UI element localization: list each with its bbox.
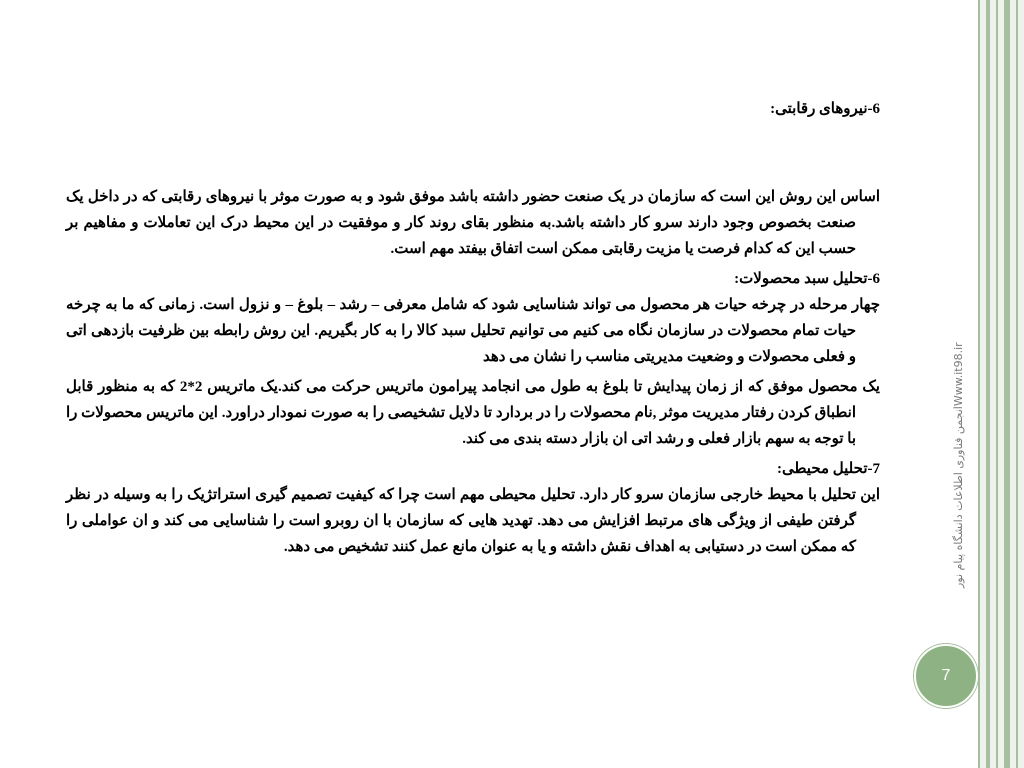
section-heading-portfolio-analysis: 6-تحلیل سبد محصولات: (734, 271, 880, 287)
side-caption: Www.it98.irانجمن فناوری اطلاعات دانشگاه پیام نور (952, 342, 965, 588)
paragraph-product-matrix: یک محصول موفق که از زمان پیدایش تا بلوغ به طول می انجامد پیرامون ماتریس حرکت می کند.یک ماتریس 2*2 که به منظور قابل انطباق کردن رفتار مدیریت موثر ,نام محصولات را در بردارد تا دلایل تشخیصی را به صورت نمودار دراورد. این ماتریس محصولات را با توجه به سهم بازار فعلی و رشد اتی ان بازار دسته بندی می کند. (66, 379, 880, 447)
page-number-badge: 7 (914, 644, 978, 708)
paragraph-environmental-analysis: این تحلیل با محیط خارجی سازمان سرو کار دارد. تحلیل محیطی مهم است چرا که کیفیت تصمیم گیری استراتژیک را به وسیله در نظر گرفتن طیفی از ویژگی های مرتبط افزایش می دهد. تهدید هایی که سازمان با ان روبرو است را شناسایی می کند و ان عواملی را که ممکن است در دستیابی به اهداف نقش داشته و یا به عنوان مانع عمل کنند تشخیص می دهد. (66, 487, 880, 555)
slide-body (66, 96, 884, 564)
decorative-line-4 (1004, 0, 1010, 768)
decorative-line-1 (978, 0, 980, 768)
decorative-line-2 (986, 0, 990, 768)
paragraph-competitive-forces: اساس این روش این است که سازمان در یک صنعت حضور داشته باشد موفق شود و به صورت موثر با نیروهای رقابتی که در داخل یک صنعت بخصوص وجود دارند سرو کار داشته باشد.به منظور بقای روند کار و موفقیت در این محیط درک این تعاملات و مفاهیم بر حسب این که کدام فرصت یا مزیت رقابتی ممکن است اتفاق بیفتد مهم است. (66, 189, 880, 257)
section-heading-competitive-forces: 6-نیروهای رقابتی: (770, 101, 880, 117)
section-heading-environmental-analysis: 7-تحلیل محیطی: (776, 461, 880, 477)
decorative-line-3 (996, 0, 998, 768)
decorative-line-5 (1016, 0, 1018, 768)
paragraph-product-life-cycle: چهار مرحله در چرخه حیات هر محصول می تواند شناسایی شود که شامل معرفی – رشد – بلوغ – و نزول است. زمانی که ما به چرخه حیات تمام محصولات در سازمان نگاه می کنیم می توانیم تحلیل سبد کالا را به کار بگیریم. این روش رابطه بین ظرفیت بازدهی اتی و فعلی محصولات و وضعیت مدیریتی مناسب را نشان می دهد (66, 297, 880, 365)
